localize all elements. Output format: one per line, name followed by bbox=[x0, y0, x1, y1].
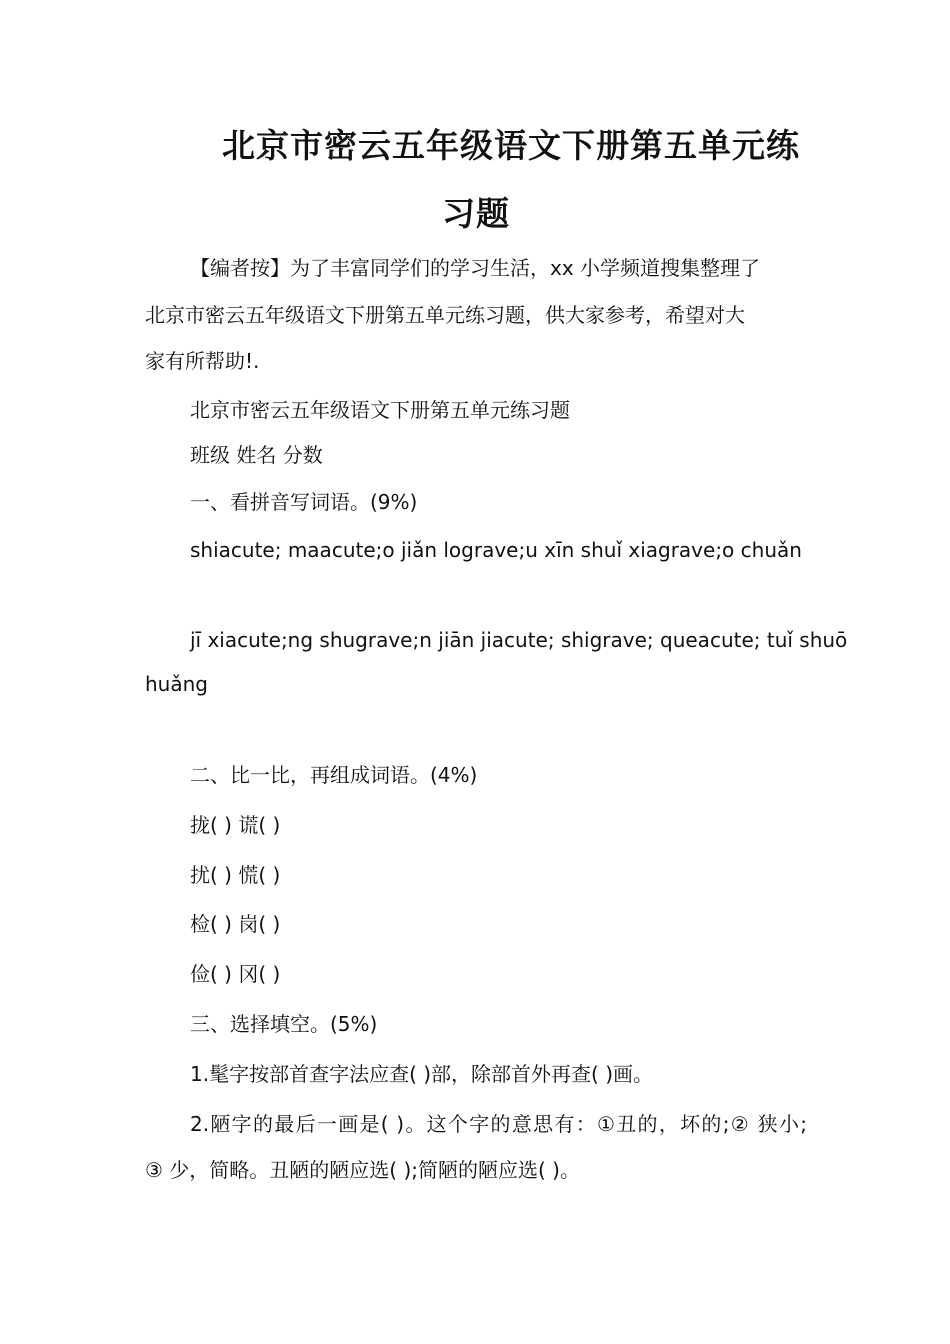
compare-item: 扰( ) 慌( ) bbox=[190, 863, 281, 887]
section-2-heading: 二、比一比，再组成词语。(4%) bbox=[190, 763, 478, 787]
document-title-line-2: 习题 bbox=[442, 194, 510, 233]
intro-line-1: 【编者按】为了丰富同学们的学习生活，xx 小学频道搜集整理了 bbox=[190, 256, 761, 280]
intro-line-3: 家有所帮助!. bbox=[145, 349, 260, 373]
compare-item: 拢( ) 谎( ) bbox=[190, 813, 281, 837]
question-2-line-1: 2.陋字的最后一画是( )。这个字的意思有：①丑的，坏的;② 狭小; bbox=[190, 1112, 807, 1136]
section-3-heading: 三、选择填空。(5%) bbox=[190, 1012, 378, 1036]
document-title-line-1: 北京市密云五年级语文下册第五单元练 bbox=[222, 126, 800, 165]
pinyin-line-3: huǎng bbox=[145, 672, 208, 696]
question-1: 1.髦字按部首查字法应查( )部，除部首外再查( )画。 bbox=[190, 1062, 654, 1086]
pinyin-line-1: shiacute; maacute;o jiǎn lograve;u xīn shuǐ xiagrave;o chuǎn bbox=[190, 538, 802, 562]
compare-item: 俭( ) 冈( ) bbox=[190, 962, 281, 986]
class-name-score-line: 班级 姓名 分数 bbox=[190, 443, 323, 467]
compare-item: 检( ) 岗( ) bbox=[190, 912, 281, 936]
question-2-line-2: ③ 少，简略。丑陋的陋应选( );简陋的陋应选( )。 bbox=[145, 1158, 580, 1182]
worksheet-subtitle: 北京市密云五年级语文下册第五单元练习题 bbox=[190, 398, 570, 422]
intro-line-2: 北京市密云五年级语文下册第五单元练习题，供大家参考，希望对大 bbox=[145, 303, 745, 327]
pinyin-line-2: jī xiacute;ng shugrave;n jiān jiacute; shigrave; queacute; tuǐ shuō bbox=[190, 628, 848, 652]
section-1-heading: 一、看拼音写词语。(9%) bbox=[190, 490, 418, 514]
